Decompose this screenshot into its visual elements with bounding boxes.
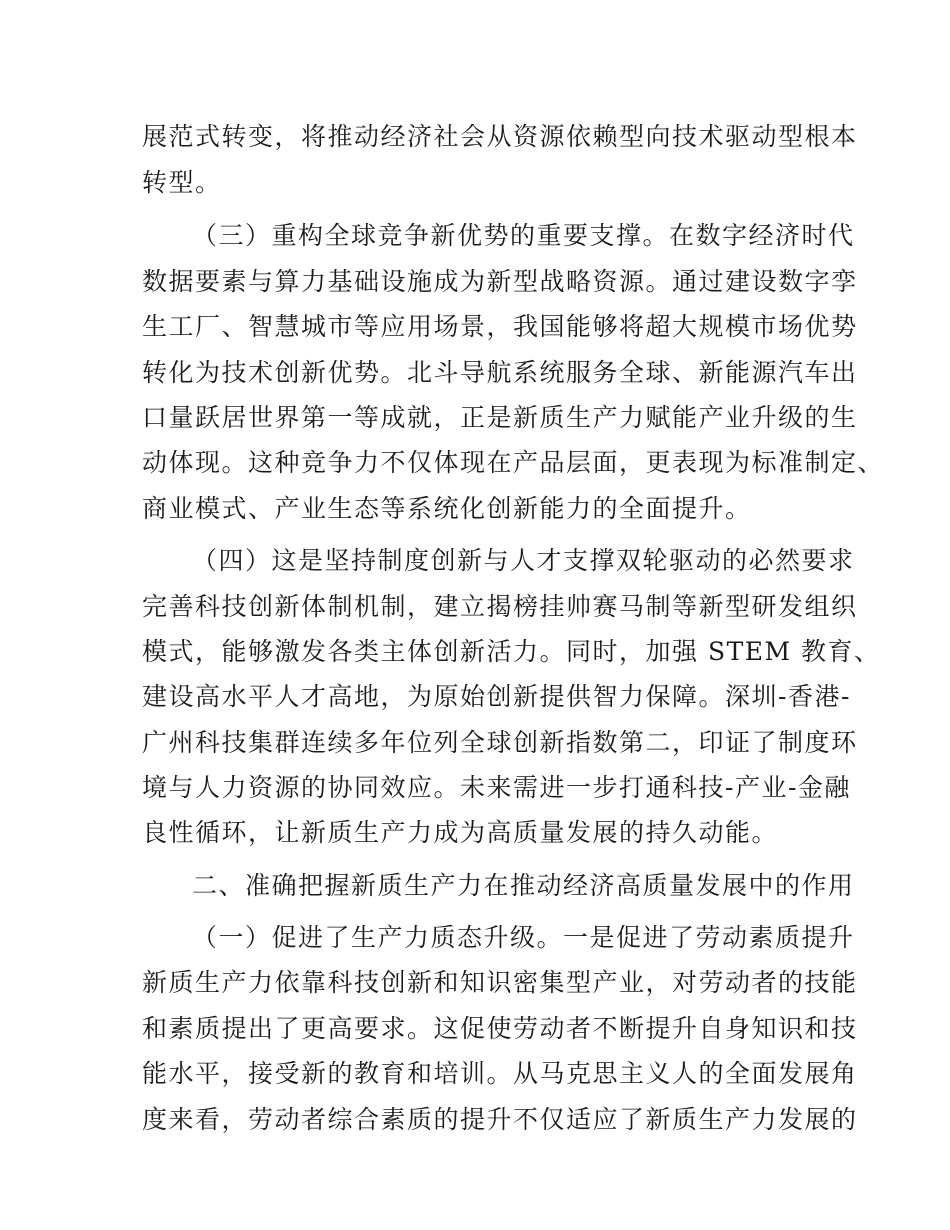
text-line-1: 展范式转变，将推动经济社会从资源依赖型向技术驱动型根本: [142, 122, 858, 151]
section-3-heading-line: （三）重构全球竞争新优势的重要支撑。在数字经济时代: [192, 221, 855, 250]
text-line-14: 广州科技集群连续多年位列全球创新指数第二，印证了制度环: [142, 728, 858, 757]
chapter-2-heading: 二、准确把握新质生产力在推动经济高质量发展中的作用: [192, 871, 855, 900]
text-line-19: 新质生产力依靠科技创新和知识密集型产业，对劳动者的技能: [142, 968, 858, 997]
text-line-21: 能水平，接受新的教育和培训。从马克思主义人的全面发展角: [142, 1059, 858, 1088]
text-line-12: 模式，能够激发各类主体创新活力。同时，加强 STEM 教育、: [142, 637, 881, 666]
text-line-7: 口量跃居世界第一等成就，正是新质生产力赋能产业升级的生: [142, 403, 858, 432]
text-line-2: 转型。: [142, 168, 222, 197]
text-line-11: 完善科技创新体制机制，建立揭榜挂帅赛马制等新型研发组织: [142, 592, 858, 621]
text-line-6: 转化为技术创新优势。北斗导航系统服务全球、新能源汽车出: [142, 358, 858, 387]
text-line-16: 良性循环，让新质生产力成为高质量发展的持久动能。: [142, 818, 779, 847]
text-line-22: 度来看，劳动者综合素质的提升不仅适应了新质生产力发展的: [142, 1105, 858, 1134]
text-line-4: 数据要素与算力基础设施成为新型战略资源。通过建设数字孪: [142, 267, 858, 296]
text-line-20: 和素质提出了更高要求。这促使劳动者不断提升自身知识和技: [142, 1014, 858, 1043]
text-line-13: 建设高水平人才高地，为原始创新提供智力保障。深圳-香港-: [142, 682, 851, 711]
text-line-9: 商业模式、产业生态等系统化创新能力的全面提升。: [142, 494, 752, 523]
text-line-15: 境与人力资源的协同效应。未来需进一步打通科技-产业-金融: [142, 773, 851, 802]
section-4-heading-line: （四）这是坚持制度创新与人才支撑双轮驱动的必然要求: [192, 546, 855, 575]
section-1-heading-line: （一）促进了生产力质态升级。一是促进了劳动素质提升: [192, 923, 855, 952]
text-line-5: 生工厂、智慧城市等应用场景，我国能够将超大规模市场优势: [142, 312, 858, 341]
text-line-8: 动体现。这种竞争力不仅体现在产品层面，更表现为标准制定、: [142, 448, 885, 477]
